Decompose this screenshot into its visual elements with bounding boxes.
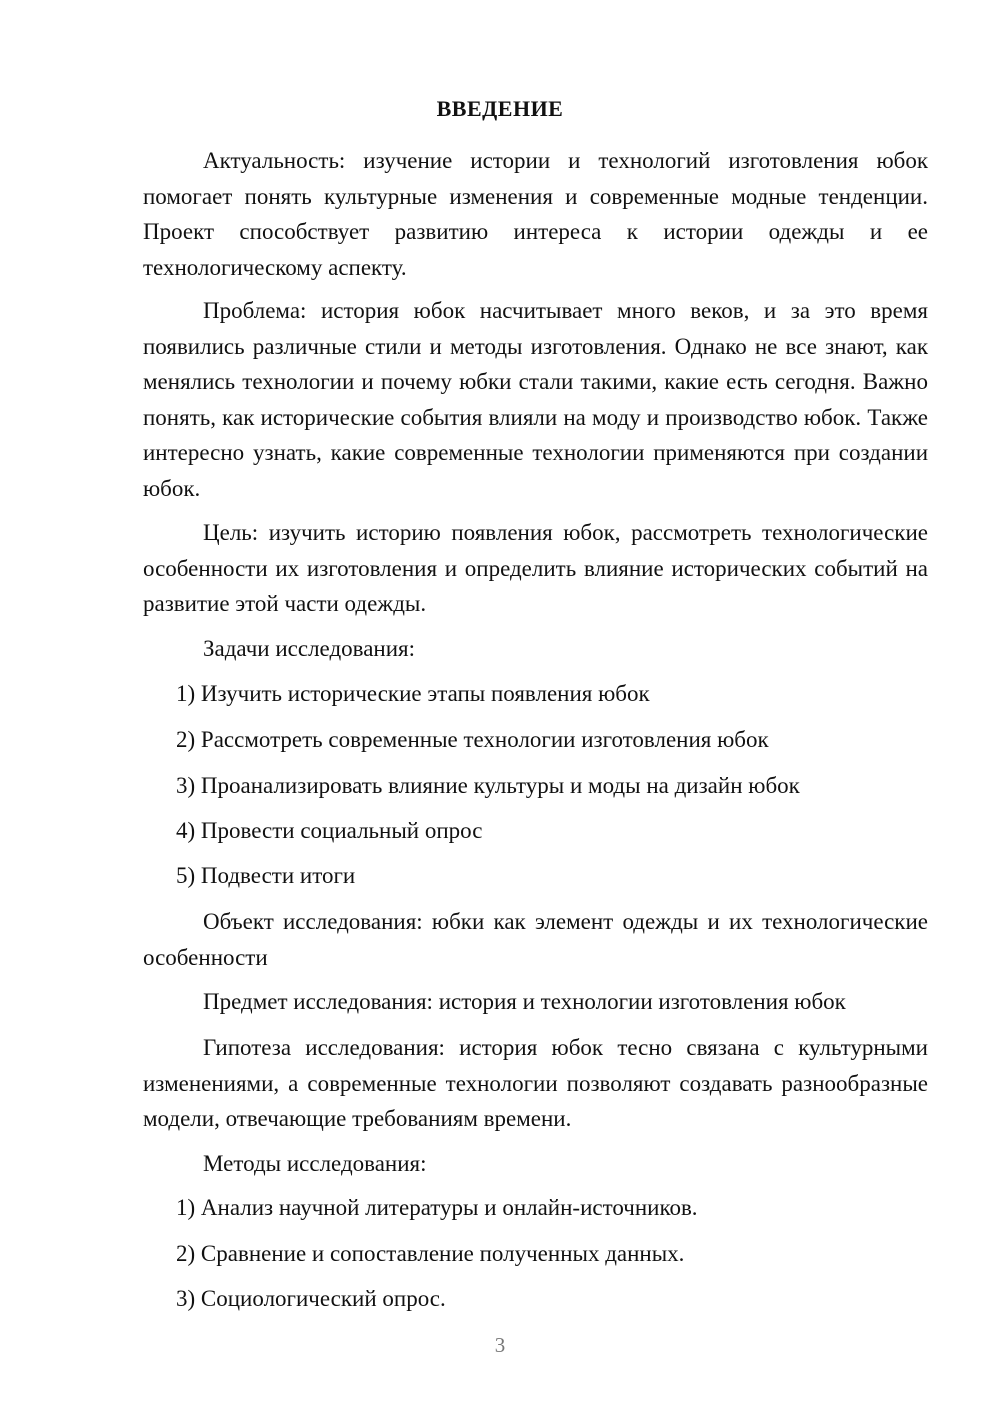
hypothesis-paragraph: Гипотеза исследования: история юбок тесно связана с культурными изменениями, а современные технологии позволяют создавать разнообразные модели, отвечающие требованиям времени.	[143, 1035, 928, 1131]
task-item: 4) Провести социальный опрос	[176, 818, 483, 843]
goal-paragraph: Цель: изучить историю появления юбок, рассмотреть технологические особенности их изготовления и определить влияние исторических событий на развитие этой части одежды.	[143, 520, 928, 616]
page-number: 3	[494, 1333, 506, 1357]
task-item: 5) Подвести итоги	[176, 863, 356, 888]
relevance-paragraph: Актуальность: изучение истории и технологий изготовления юбок помогает понять культурные изменения и современные модные тенденции. Проект способствует развитию интереса к истории одежды и ее технологическому аспекту.	[143, 148, 928, 280]
method-item: 2) Сравнение и сопоставление полученных данных.	[176, 1241, 685, 1266]
problem-paragraph: Проблема: история юбок насчитывает много веков, и за это время появились различные стили и методы изготовления. Однако не все знают, как менялись технологии и почему юбки стали такими, какие есть сегодня. Важно понять, как исторические события влияли на моду и производство юбок. Также интересно узнать, какие современные технологии применяются при создании юбок.	[143, 298, 928, 501]
methods-heading: Методы исследования:	[203, 1151, 427, 1176]
subject-paragraph: Предмет исследования: история и технологии изготовления юбок	[203, 989, 846, 1014]
task-item: 2) Рассмотреть современные технологии изготовления юбок	[176, 727, 769, 752]
method-item: 3) Социологический опрос.	[176, 1286, 446, 1311]
task-item: 1) Изучить исторические этапы появления юбок	[176, 681, 650, 706]
object-paragraph: Объект исследования: юбки как элемент одежды и их технологические особенности	[143, 909, 928, 970]
tasks-heading: Задачи исследования:	[203, 636, 416, 661]
method-item: 1) Анализ научной литературы и онлайн-источников.	[176, 1195, 698, 1220]
section-heading: ВВЕДЕНИЕ	[436, 96, 564, 121]
task-item: 3) Проанализировать влияние культуры и моды на дизайн юбок	[176, 773, 800, 798]
